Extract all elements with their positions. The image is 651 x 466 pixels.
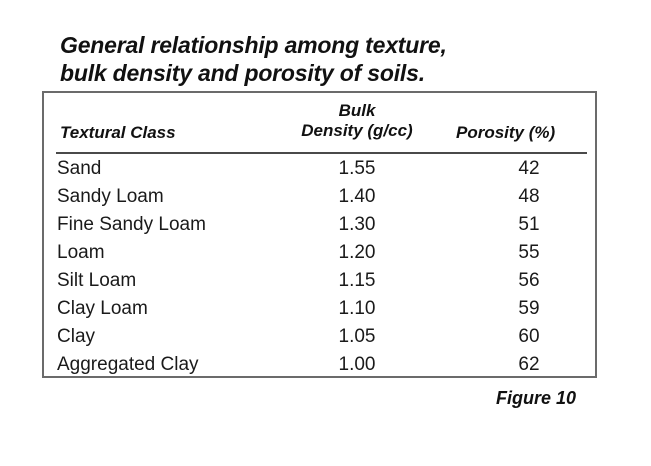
cell-bulk-density: 1.15 (338, 270, 376, 291)
header-porosity: Porosity (%) (456, 123, 556, 142)
cell-textural-class: Clay Loam (57, 298, 148, 319)
header-bulk-density-line-2: Density (g/cc) (301, 121, 413, 140)
table-row (44, 239, 595, 267)
table-row (44, 155, 595, 183)
cell-textural-class: Fine Sandy Loam (57, 214, 206, 235)
cell-textural-class: Sandy Loam (57, 186, 164, 207)
cell-porosity: 60 (518, 326, 540, 347)
table-row (44, 211, 595, 239)
cell-bulk-density: 1.05 (338, 326, 376, 347)
table-body (44, 155, 595, 379)
header-textural-class: Textural Class (60, 123, 176, 142)
cell-porosity: 42 (518, 158, 540, 179)
cell-porosity: 62 (518, 354, 540, 375)
cell-porosity: 55 (518, 242, 540, 263)
table-row (44, 267, 595, 295)
table-row (44, 183, 595, 211)
cell-bulk-density: 1.10 (338, 298, 376, 319)
figure-title-line-1: General relationship among texture, (60, 32, 447, 58)
cell-bulk-density: 1.30 (338, 214, 376, 235)
cell-bulk-density: 1.00 (338, 354, 376, 375)
table-row (44, 323, 595, 351)
figure-caption: Figure 10 (496, 388, 577, 408)
table-row (44, 351, 595, 379)
header-divider (56, 152, 587, 154)
cell-porosity: 56 (518, 270, 540, 291)
table-row (44, 295, 595, 323)
cell-porosity: 51 (518, 214, 540, 235)
cell-porosity: 48 (518, 186, 540, 207)
soil-properties-table (42, 91, 597, 378)
cell-textural-class: Sand (57, 158, 102, 179)
cell-bulk-density: 1.55 (338, 158, 376, 179)
cell-textural-class: Loam (57, 242, 105, 263)
cell-textural-class: Aggregated Clay (57, 354, 199, 375)
figure-title (60, 31, 620, 87)
cell-porosity: 59 (518, 298, 540, 319)
header-bulk-density (282, 101, 432, 141)
cell-textural-class: Clay (57, 326, 96, 347)
cell-bulk-density: 1.40 (338, 186, 376, 207)
cell-bulk-density: 1.20 (338, 242, 376, 263)
header-bulk-density-line-1: Bulk (338, 101, 376, 120)
cell-textural-class: Silt Loam (57, 270, 137, 291)
figure-title-line-2: bulk density and porosity of soils. (60, 60, 425, 86)
